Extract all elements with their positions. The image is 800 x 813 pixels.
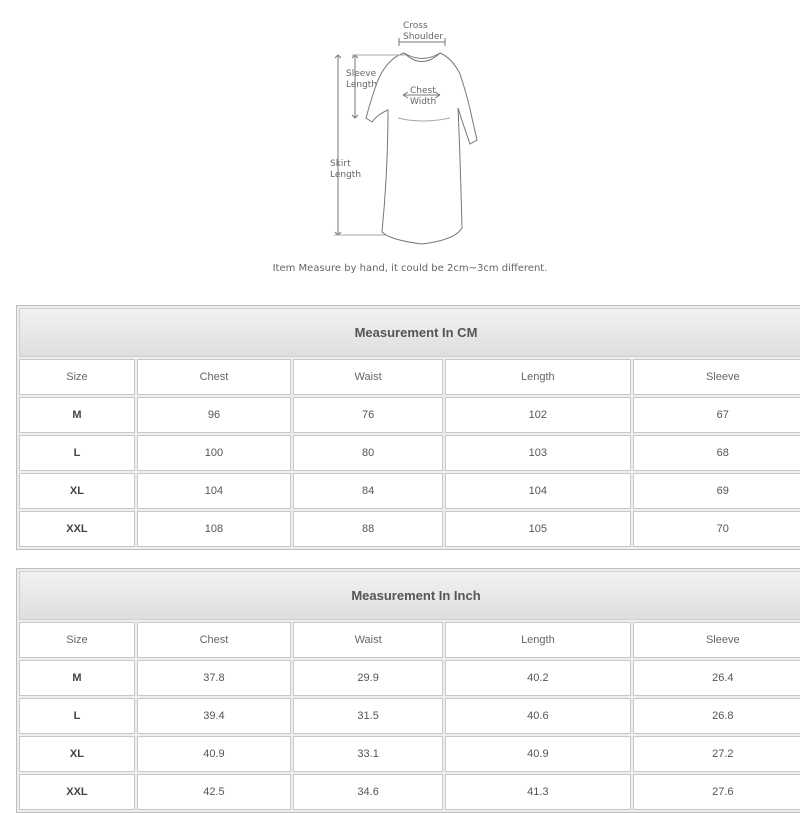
table-header-row <box>19 359 800 395</box>
table-title: Measurement In CM <box>19 308 800 357</box>
table-row <box>19 698 800 734</box>
table-cell: 84 <box>293 473 443 509</box>
size-cell: XXL <box>19 511 135 547</box>
sleeve-length-label: Length <box>346 80 378 90</box>
size-table-inch <box>16 568 800 813</box>
size-cell: L <box>19 698 135 734</box>
skirt-length-label: Skirt <box>330 159 351 169</box>
table-cell: 40.2 <box>445 660 630 696</box>
table-cell: 67 <box>633 397 800 433</box>
table-cell: 69 <box>633 473 800 509</box>
chest-width-label: Chest <box>410 86 436 96</box>
table-cell: 27.6 <box>633 774 800 810</box>
table-cell: 40.9 <box>445 736 630 772</box>
table-cell: 80 <box>293 435 443 471</box>
table-cell: 27.2 <box>633 736 800 772</box>
size-cell: M <box>19 397 135 433</box>
dress-measurement-diagram <box>0 0 800 260</box>
header-cell: Sleeve <box>633 359 800 395</box>
table-cell: 41.3 <box>445 774 630 810</box>
table-header-row <box>19 622 800 658</box>
table-cell: 68 <box>633 435 800 471</box>
table-cell: 76 <box>293 397 443 433</box>
table-row <box>19 736 800 772</box>
table-cell: 105 <box>445 511 630 547</box>
table-row <box>19 511 800 547</box>
table-row <box>19 774 800 810</box>
table-cell: 100 <box>137 435 291 471</box>
size-table-cm <box>16 305 800 550</box>
table-cell: 96 <box>137 397 291 433</box>
skirt-length-label: Length <box>330 170 362 180</box>
table-cell: 88 <box>293 511 443 547</box>
table-cell: 42.5 <box>137 774 291 810</box>
table-cell: 104 <box>445 473 630 509</box>
table-cell: 33.1 <box>293 736 443 772</box>
table-cell: 29.9 <box>293 660 443 696</box>
header-cell: Chest <box>137 622 291 658</box>
table-cell: 103 <box>445 435 630 471</box>
chest-width-label: Width <box>410 97 437 107</box>
table-cell: 102 <box>445 397 630 433</box>
table-row <box>19 473 800 509</box>
header-cell: Length <box>445 359 630 395</box>
measurement-note: Item Measure by hand, it could be 2cm~3cm different. <box>272 263 548 274</box>
size-cell: XL <box>19 473 135 509</box>
size-cell: XXL <box>19 774 135 810</box>
header-cell: Chest <box>137 359 291 395</box>
table-cell: 39.4 <box>137 698 291 734</box>
cross-shoulder-label: Cross <box>403 21 428 31</box>
table-row <box>19 435 800 471</box>
table-cell: 34.6 <box>293 774 443 810</box>
header-cell: Length <box>445 622 630 658</box>
cross-shoulder-label: Shoulder <box>403 32 444 42</box>
table-row <box>19 397 800 433</box>
table-cell: 26.8 <box>633 698 800 734</box>
size-cell: XL <box>19 736 135 772</box>
table-cell: 26.4 <box>633 660 800 696</box>
header-cell: Sleeve <box>633 622 800 658</box>
header-cell: Size <box>19 359 135 395</box>
header-cell: Waist <box>293 359 443 395</box>
size-cell: M <box>19 660 135 696</box>
table-row <box>19 660 800 696</box>
table-cell: 40.6 <box>445 698 630 734</box>
dress-outline <box>366 53 477 244</box>
table-cell: 37.8 <box>137 660 291 696</box>
table-title: Measurement In Inch <box>19 571 800 620</box>
table-cell: 108 <box>137 511 291 547</box>
header-cell: Waist <box>293 622 443 658</box>
table-cell: 70 <box>633 511 800 547</box>
size-cell: L <box>19 435 135 471</box>
sleeve-length-label: Sleeve <box>346 69 377 79</box>
table-cell: 40.9 <box>137 736 291 772</box>
table-cell: 104 <box>137 473 291 509</box>
header-cell: Size <box>19 622 135 658</box>
table-cell: 31.5 <box>293 698 443 734</box>
